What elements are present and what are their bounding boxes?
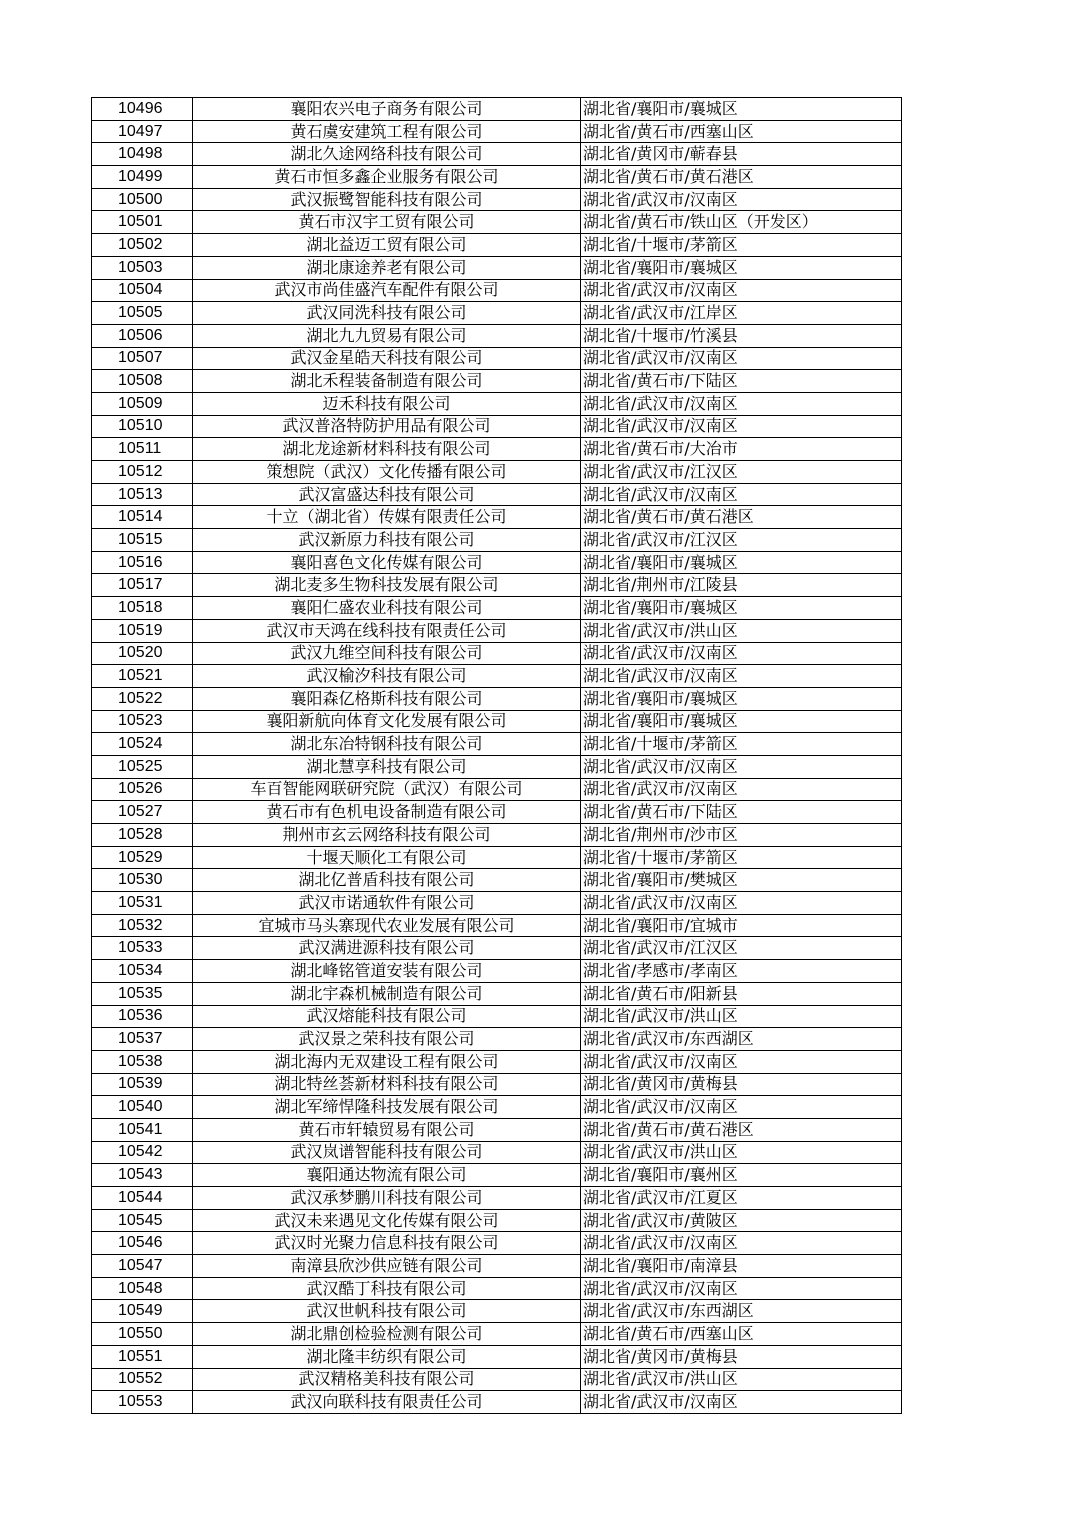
row-number-cell: 10551 xyxy=(92,1345,193,1368)
row-number-cell: 10525 xyxy=(92,755,193,778)
location-cell: 湖北省/黄石市/黄石港区 xyxy=(581,1118,902,1141)
table-row xyxy=(92,347,902,370)
row-number-cell: 10553 xyxy=(92,1391,193,1414)
company-name-cell: 武汉九维空间科技有限公司 xyxy=(193,642,581,665)
registry-body xyxy=(92,98,902,1414)
location-cell: 湖北省/武汉市/汉南区 xyxy=(581,1391,902,1414)
row-number-cell: 10512 xyxy=(92,461,193,484)
row-number-cell: 10516 xyxy=(92,551,193,574)
row-number-cell: 10524 xyxy=(92,733,193,756)
table-row xyxy=(92,755,902,778)
location-cell: 湖北省/武汉市/汉南区 xyxy=(581,1277,902,1300)
row-number-cell: 10518 xyxy=(92,597,193,620)
row-number-cell: 10503 xyxy=(92,256,193,279)
company-name-cell: 武汉榆汐科技有限公司 xyxy=(193,665,581,688)
location-cell: 湖北省/襄阳市/樊城区 xyxy=(581,869,902,892)
row-number-cell: 10506 xyxy=(92,324,193,347)
table-row xyxy=(92,1118,902,1141)
table-row xyxy=(92,551,902,574)
location-cell: 湖北省/武汉市/江汉区 xyxy=(581,937,902,960)
row-number-cell: 10517 xyxy=(92,574,193,597)
table-row xyxy=(92,1300,902,1323)
location-cell: 湖北省/襄阳市/宜城市 xyxy=(581,914,902,937)
company-name-cell: 武汉承梦鹏川科技有限公司 xyxy=(193,1187,581,1210)
company-name-cell: 迈禾科技有限公司 xyxy=(193,392,581,415)
company-name-cell: 湖北军缔悍隆科技发展有限公司 xyxy=(193,1096,581,1119)
company-name-cell: 武汉景之荣科技有限公司 xyxy=(193,1028,581,1051)
company-name-cell: 襄阳仁盛农业科技有限公司 xyxy=(193,597,581,620)
location-cell: 湖北省/荆州市/江陵县 xyxy=(581,574,902,597)
row-number-cell: 10550 xyxy=(92,1323,193,1346)
company-name-cell: 湖北亿普盾科技有限公司 xyxy=(193,869,581,892)
company-name-cell: 湖北康途养老有限公司 xyxy=(193,256,581,279)
row-number-cell: 10510 xyxy=(92,415,193,438)
location-cell: 湖北省/襄阳市/襄州区 xyxy=(581,1164,902,1187)
table-row xyxy=(92,302,902,325)
table-row xyxy=(92,461,902,484)
location-cell: 湖北省/武汉市/江岸区 xyxy=(581,302,902,325)
company-name-cell: 襄阳喜色文化传媒有限公司 xyxy=(193,551,581,574)
location-cell: 湖北省/武汉市/洪山区 xyxy=(581,1368,902,1391)
table-row xyxy=(92,1368,902,1391)
location-cell: 湖北省/襄阳市/襄城区 xyxy=(581,687,902,710)
row-number-cell: 10541 xyxy=(92,1118,193,1141)
company-name-cell: 湖北久途网络科技有限公司 xyxy=(193,143,581,166)
table-row xyxy=(92,324,902,347)
company-name-cell: 黄石市轩辕贸易有限公司 xyxy=(193,1118,581,1141)
row-number-cell: 10520 xyxy=(92,642,193,665)
table-row xyxy=(92,1255,902,1278)
location-cell: 湖北省/武汉市/洪山区 xyxy=(581,619,902,642)
location-cell: 湖北省/武汉市/汉南区 xyxy=(581,415,902,438)
row-number-cell: 10511 xyxy=(92,438,193,461)
company-name-cell: 荆州市玄云网络科技有限公司 xyxy=(193,824,581,847)
table-row xyxy=(92,1323,902,1346)
location-cell: 湖北省/黄石市/下陆区 xyxy=(581,801,902,824)
row-number-cell: 10498 xyxy=(92,143,193,166)
row-number-cell: 10545 xyxy=(92,1209,193,1232)
row-number-cell: 10529 xyxy=(92,846,193,869)
company-name-cell: 襄阳通达物流有限公司 xyxy=(193,1164,581,1187)
location-cell: 湖北省/武汉市/汉南区 xyxy=(581,1232,902,1255)
company-name-cell: 武汉金星皓天科技有限公司 xyxy=(193,347,581,370)
table-row xyxy=(92,279,902,302)
company-name-cell: 武汉时光聚力信息科技有限公司 xyxy=(193,1232,581,1255)
location-cell: 湖北省/黄石市/西塞山区 xyxy=(581,1323,902,1346)
location-cell: 湖北省/武汉市/汉南区 xyxy=(581,642,902,665)
table-row xyxy=(92,1141,902,1164)
location-cell: 湖北省/武汉市/汉南区 xyxy=(581,665,902,688)
company-name-cell: 武汉普洛特防护用品有限公司 xyxy=(193,415,581,438)
row-number-cell: 10528 xyxy=(92,824,193,847)
location-cell: 湖北省/武汉市/汉南区 xyxy=(581,347,902,370)
company-name-cell: 武汉富盛达科技有限公司 xyxy=(193,483,581,506)
table-row xyxy=(92,166,902,189)
row-number-cell: 10499 xyxy=(92,166,193,189)
company-name-cell: 湖北隆丰纺织有限公司 xyxy=(193,1345,581,1368)
row-number-cell: 10540 xyxy=(92,1096,193,1119)
company-name-cell: 湖北慧享科技有限公司 xyxy=(193,755,581,778)
table-row xyxy=(92,529,902,552)
company-name-cell: 襄阳农兴电子商务有限公司 xyxy=(193,98,581,121)
row-number-cell: 10533 xyxy=(92,937,193,960)
location-cell: 湖北省/荆州市/沙市区 xyxy=(581,824,902,847)
row-number-cell: 10532 xyxy=(92,914,193,937)
table-row xyxy=(92,914,902,937)
company-name-cell: 武汉市天鸿在线科技有限责任公司 xyxy=(193,619,581,642)
location-cell: 湖北省/武汉市/汉南区 xyxy=(581,392,902,415)
table-row xyxy=(92,1028,902,1051)
company-name-cell: 湖北麦多生物科技发展有限公司 xyxy=(193,574,581,597)
row-number-cell: 10501 xyxy=(92,211,193,234)
row-number-cell: 10544 xyxy=(92,1187,193,1210)
table-row xyxy=(92,574,902,597)
table-row xyxy=(92,98,902,121)
company-name-cell: 湖北禾程装备制造有限公司 xyxy=(193,370,581,393)
table-row xyxy=(92,846,902,869)
location-cell: 湖北省/武汉市/黄陂区 xyxy=(581,1209,902,1232)
location-cell: 湖北省/武汉市/汉南区 xyxy=(581,188,902,211)
row-number-cell: 10530 xyxy=(92,869,193,892)
row-number-cell: 10543 xyxy=(92,1164,193,1187)
company-name-cell: 十堰天顺化工有限公司 xyxy=(193,846,581,869)
location-cell: 湖北省/武汉市/汉南区 xyxy=(581,892,902,915)
table-row xyxy=(92,892,902,915)
location-cell: 湖北省/黄石市/黄石港区 xyxy=(581,506,902,529)
location-cell: 湖北省/黄石市/下陆区 xyxy=(581,370,902,393)
company-name-cell: 武汉熔能科技有限公司 xyxy=(193,1005,581,1028)
row-number-cell: 10515 xyxy=(92,529,193,552)
table-row xyxy=(92,801,902,824)
company-name-cell: 湖北海内无双建设工程有限公司 xyxy=(193,1050,581,1073)
location-cell: 湖北省/武汉市/江汉区 xyxy=(581,529,902,552)
company-name-cell: 襄阳新航向体育文化发展有限公司 xyxy=(193,710,581,733)
company-name-cell: 湖北宇森机械制造有限公司 xyxy=(193,982,581,1005)
row-number-cell: 10534 xyxy=(92,960,193,983)
row-number-cell: 10526 xyxy=(92,778,193,801)
location-cell: 湖北省/黄冈市/蕲春县 xyxy=(581,143,902,166)
row-number-cell: 10535 xyxy=(92,982,193,1005)
location-cell: 湖北省/武汉市/汉南区 xyxy=(581,778,902,801)
row-number-cell: 10505 xyxy=(92,302,193,325)
table-row xyxy=(92,869,902,892)
company-name-cell: 湖北峰铭管道安装有限公司 xyxy=(193,960,581,983)
location-cell: 湖北省/十堰市/茅箭区 xyxy=(581,846,902,869)
table-row xyxy=(92,1187,902,1210)
company-name-cell: 武汉未来遇见文化传媒有限公司 xyxy=(193,1209,581,1232)
company-name-cell: 武汉市诺通软件有限公司 xyxy=(193,892,581,915)
table-row xyxy=(92,211,902,234)
company-name-cell: 十立（湖北省）传媒有限责任公司 xyxy=(193,506,581,529)
row-number-cell: 10527 xyxy=(92,801,193,824)
row-number-cell: 10508 xyxy=(92,370,193,393)
company-registry-table xyxy=(91,97,902,1414)
table-row xyxy=(92,733,902,756)
company-name-cell: 湖北龙途新材料科技有限公司 xyxy=(193,438,581,461)
row-number-cell: 10547 xyxy=(92,1255,193,1278)
location-cell: 湖北省/武汉市/汉南区 xyxy=(581,1096,902,1119)
location-cell: 湖北省/武汉市/江汉区 xyxy=(581,461,902,484)
company-name-cell: 黄石市恒多鑫企业服务有限公司 xyxy=(193,166,581,189)
table-row xyxy=(92,710,902,733)
row-number-cell: 10539 xyxy=(92,1073,193,1096)
row-number-cell: 10521 xyxy=(92,665,193,688)
table-row xyxy=(92,1164,902,1187)
table-row xyxy=(92,619,902,642)
row-number-cell: 10513 xyxy=(92,483,193,506)
table-row xyxy=(92,120,902,143)
location-cell: 湖北省/武汉市/洪山区 xyxy=(581,1141,902,1164)
table-row xyxy=(92,370,902,393)
location-cell: 湖北省/襄阳市/襄城区 xyxy=(581,710,902,733)
company-name-cell: 武汉岚谱智能科技有限公司 xyxy=(193,1141,581,1164)
table-row xyxy=(92,1209,902,1232)
table-row xyxy=(92,1096,902,1119)
location-cell: 湖北省/黄石市/大冶市 xyxy=(581,438,902,461)
location-cell: 湖北省/黄石市/阳新县 xyxy=(581,982,902,1005)
location-cell: 湖北省/武汉市/洪山区 xyxy=(581,1005,902,1028)
location-cell: 湖北省/武汉市/东西湖区 xyxy=(581,1028,902,1051)
location-cell: 湖北省/襄阳市/南漳县 xyxy=(581,1255,902,1278)
table-row xyxy=(92,234,902,257)
row-number-cell: 10500 xyxy=(92,188,193,211)
company-name-cell: 湖北东冶特钢科技有限公司 xyxy=(193,733,581,756)
location-cell: 湖北省/襄阳市/襄城区 xyxy=(581,256,902,279)
row-number-cell: 10519 xyxy=(92,619,193,642)
company-name-cell: 武汉酷丁科技有限公司 xyxy=(193,1277,581,1300)
table-row xyxy=(92,1391,902,1414)
company-name-cell: 武汉振鹭智能科技有限公司 xyxy=(193,188,581,211)
location-cell: 湖北省/武汉市/东西湖区 xyxy=(581,1300,902,1323)
row-number-cell: 10507 xyxy=(92,347,193,370)
table-row xyxy=(92,778,902,801)
company-name-cell: 武汉精格美科技有限公司 xyxy=(193,1368,581,1391)
row-number-cell: 10549 xyxy=(92,1300,193,1323)
location-cell: 湖北省/黄冈市/黄梅县 xyxy=(581,1345,902,1368)
row-number-cell: 10552 xyxy=(92,1368,193,1391)
location-cell: 湖北省/十堰市/茅箭区 xyxy=(581,733,902,756)
table-row xyxy=(92,1232,902,1255)
company-name-cell: 湖北鼎创检验检测有限公司 xyxy=(193,1323,581,1346)
table-row xyxy=(92,1005,902,1028)
company-name-cell: 武汉市尚佳盛汽车配件有限公司 xyxy=(193,279,581,302)
company-name-cell: 南漳县欣沙供应链有限公司 xyxy=(193,1255,581,1278)
location-cell: 湖北省/襄阳市/襄城区 xyxy=(581,551,902,574)
location-cell: 湖北省/黄石市/西塞山区 xyxy=(581,120,902,143)
row-number-cell: 10522 xyxy=(92,687,193,710)
table-row xyxy=(92,665,902,688)
row-number-cell: 10514 xyxy=(92,506,193,529)
row-number-cell: 10523 xyxy=(92,710,193,733)
company-name-cell: 黄石虞安建筑工程有限公司 xyxy=(193,120,581,143)
table-row xyxy=(92,438,902,461)
table-row xyxy=(92,824,902,847)
table-row xyxy=(92,506,902,529)
company-name-cell: 湖北特丝荟新材料科技有限公司 xyxy=(193,1073,581,1096)
company-name-cell: 车百智能网联研究院（武汉）有限公司 xyxy=(193,778,581,801)
location-cell: 湖北省/孝感市/孝南区 xyxy=(581,960,902,983)
table-row xyxy=(92,1050,902,1073)
company-name-cell: 宜城市马头寨现代农业发展有限公司 xyxy=(193,914,581,937)
location-cell: 湖北省/武汉市/汉南区 xyxy=(581,483,902,506)
company-name-cell: 湖北九九贸易有限公司 xyxy=(193,324,581,347)
table-row xyxy=(92,415,902,438)
table-row xyxy=(92,597,902,620)
table-row xyxy=(92,1345,902,1368)
table-row xyxy=(92,143,902,166)
company-name-cell: 武汉向联科技有限责任公司 xyxy=(193,1391,581,1414)
table-row xyxy=(92,642,902,665)
company-name-cell: 黄石市汉宇工贸有限公司 xyxy=(193,211,581,234)
table-row xyxy=(92,483,902,506)
company-name-cell: 黄石市有色机电设备制造有限公司 xyxy=(193,801,581,824)
company-name-cell: 策想院（武汉）文化传播有限公司 xyxy=(193,461,581,484)
location-cell: 湖北省/十堰市/竹溪县 xyxy=(581,324,902,347)
location-cell: 湖北省/十堰市/茅箭区 xyxy=(581,234,902,257)
row-number-cell: 10537 xyxy=(92,1028,193,1051)
row-number-cell: 10502 xyxy=(92,234,193,257)
row-number-cell: 10509 xyxy=(92,392,193,415)
row-number-cell: 10496 xyxy=(92,98,193,121)
row-number-cell: 10531 xyxy=(92,892,193,915)
row-number-cell: 10504 xyxy=(92,279,193,302)
row-number-cell: 10548 xyxy=(92,1277,193,1300)
location-cell: 湖北省/黄冈市/黄梅县 xyxy=(581,1073,902,1096)
table-row xyxy=(92,687,902,710)
company-name-cell: 武汉世帆科技有限公司 xyxy=(193,1300,581,1323)
table-row xyxy=(92,392,902,415)
company-name-cell: 湖北益迈工贸有限公司 xyxy=(193,234,581,257)
row-number-cell: 10542 xyxy=(92,1141,193,1164)
table-row xyxy=(92,1073,902,1096)
company-name-cell: 襄阳森亿格斯科技有限公司 xyxy=(193,687,581,710)
location-cell: 湖北省/黄石市/铁山区（开发区） xyxy=(581,211,902,234)
location-cell: 湖北省/黄石市/黄石港区 xyxy=(581,166,902,189)
company-name-cell: 武汉满进源科技有限公司 xyxy=(193,937,581,960)
table-row xyxy=(92,188,902,211)
row-number-cell: 10536 xyxy=(92,1005,193,1028)
table-row xyxy=(92,256,902,279)
location-cell: 湖北省/武汉市/汉南区 xyxy=(581,1050,902,1073)
table-row xyxy=(92,1277,902,1300)
table-row xyxy=(92,937,902,960)
company-name-cell: 武汉同洗科技有限公司 xyxy=(193,302,581,325)
location-cell: 湖北省/武汉市/汉南区 xyxy=(581,279,902,302)
table-row xyxy=(92,960,902,983)
location-cell: 湖北省/襄阳市/襄城区 xyxy=(581,98,902,121)
row-number-cell: 10538 xyxy=(92,1050,193,1073)
location-cell: 湖北省/襄阳市/襄城区 xyxy=(581,597,902,620)
company-name-cell: 武汉新原力科技有限公司 xyxy=(193,529,581,552)
location-cell: 湖北省/武汉市/江夏区 xyxy=(581,1187,902,1210)
row-number-cell: 10546 xyxy=(92,1232,193,1255)
row-number-cell: 10497 xyxy=(92,120,193,143)
table-row xyxy=(92,982,902,1005)
location-cell: 湖北省/武汉市/汉南区 xyxy=(581,755,902,778)
